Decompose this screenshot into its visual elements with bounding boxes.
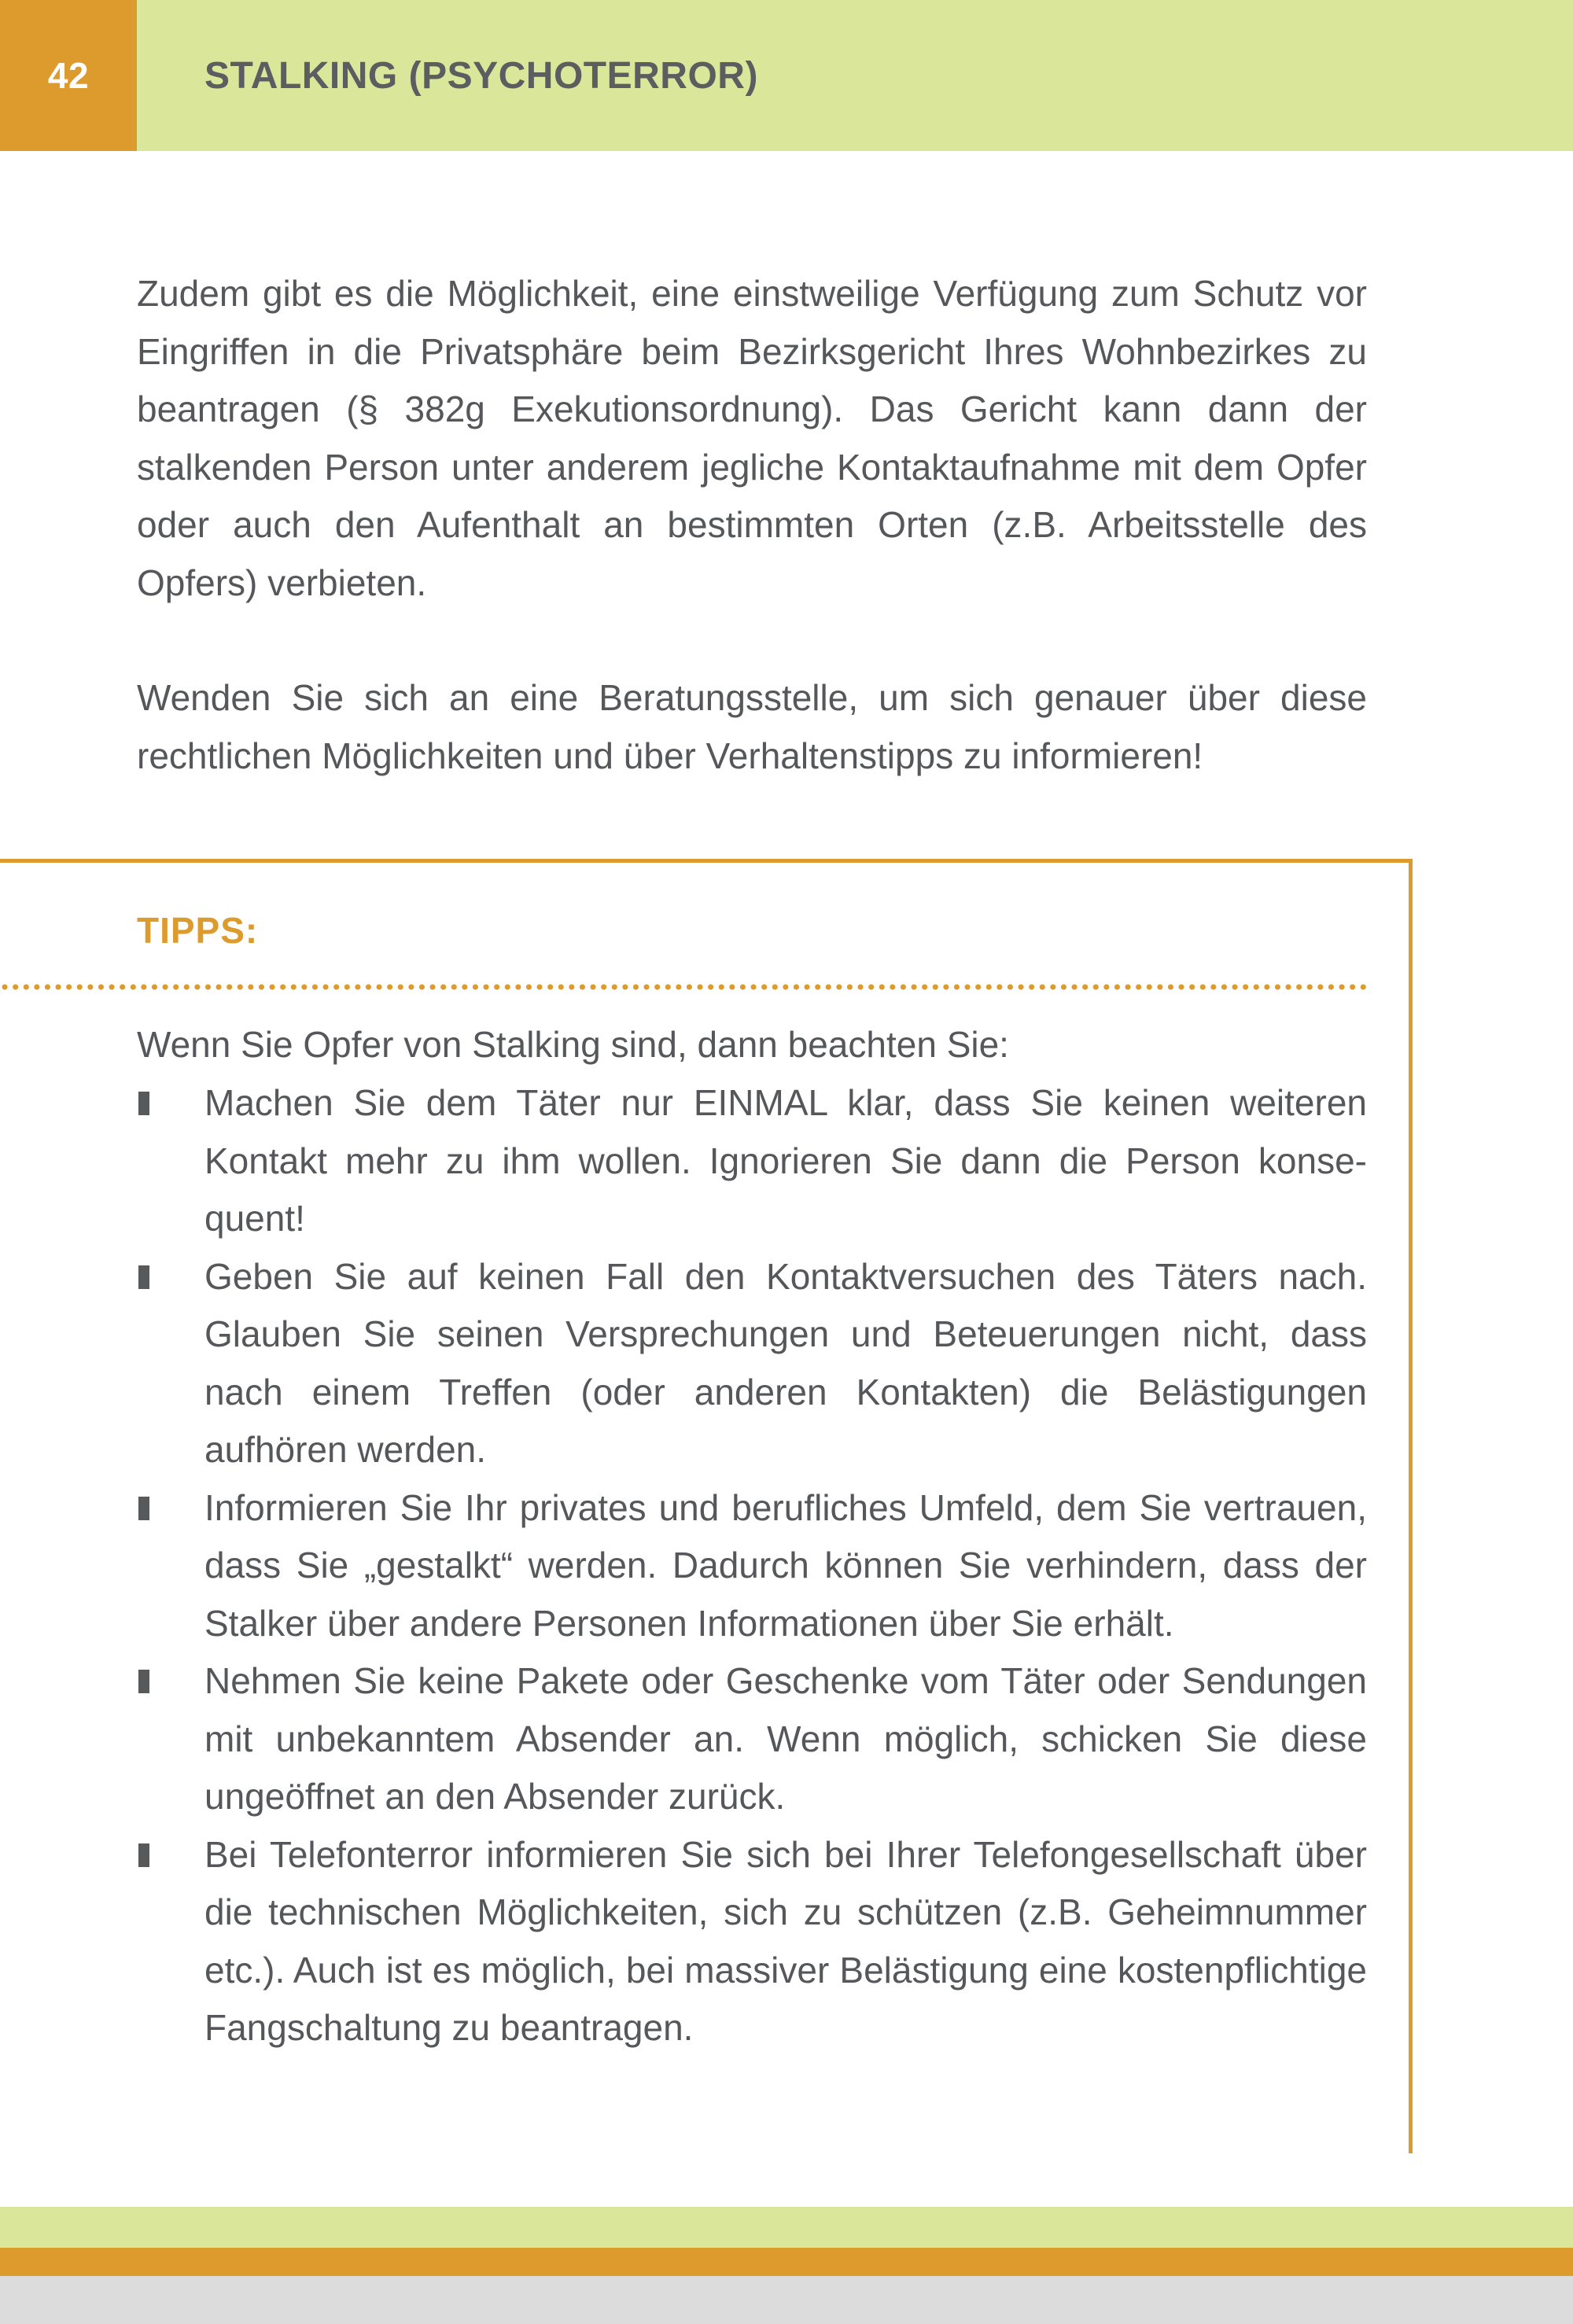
intro-paragraph-1: Zudem gibt es die Möglichkeit, eine einstweilige Verfügung zum Schutz vor Eingriffen in die Privatsphäre beim Bezirksgericht Ihres Wohnbezirkes zu beantragen (§ 382g Exekutionsordnung). Das Gericht kann dann der stalkenden Person unter anderem jegliche Kontaktaufnahme mit dem Opfer oder auch den Aufenthalt an bestimmten Orten (z.B. Arbeitsstelle des Opfers) verbieten. [137, 273, 1367, 603]
footer-band-orange [0, 2248, 1573, 2276]
tips-heading: TIPPS: [137, 910, 259, 951]
tips-intro: Wenn Sie Opfer von Stalking sind, dann beachten Sie: [137, 1024, 1009, 1065]
footer-band-green [0, 2207, 1573, 2248]
list-item-text: Machen Sie dem Täter nur EINMAL klar, dass Sie keinen weiteren Kontakt mehr zu ihm wollen. Ignorieren Sie dann die Person konsequent! [204, 1082, 1367, 1239]
list-item [137, 1826, 1367, 2057]
list-item [137, 1248, 1367, 1479]
square-bullet-icon [138, 1092, 149, 1115]
square-bullet-icon [138, 1497, 149, 1520]
page-number-box [0, 0, 137, 151]
dotted-divider [0, 983, 1369, 991]
list-item-text: Bei Telefonterror informieren Sie sich bei Ihrer Telefongesellschaft über die technischen Möglichkeiten, sich zu schützen (z.B. Geheimnummer etc.). Auch ist es möglich, bei massiver Belästigung eine kostenpflichtige Fangschaltung zu beantragen. [204, 1833, 1367, 2048]
list-item [137, 1074, 1367, 1248]
list-item [137, 1479, 1367, 1653]
page-header [0, 0, 1573, 151]
list-item-text: Informieren Sie Ihr privates und berufliches Umfeld, dem Sie vertrauen, dass Sie „gestalkt“ werden. Dadurch können Sie verhindern, dass der Stalker über andere Personen Informationen über Sie erhält. [204, 1486, 1367, 1644]
square-bullet-icon [138, 1843, 149, 1867]
page-number: 42 [47, 55, 90, 96]
square-bullet-icon [138, 1670, 149, 1693]
list-item-text: Nehmen Sie keine Pakete oder Geschenke vom Täter oder Sendungen mit unbekanntem Absender an. Wenn möglich, schicken Sie diese ungeöffnet an den Absender zurück. [204, 1660, 1367, 1817]
list-item [137, 1652, 1367, 1826]
list-item-text: Geben Sie auf keinen Fall den Kontaktversuchen des Täters nach. Glauben Sie seinen Versprechungen und Beteuerungen nicht, dass nach einem Treffen (oder anderen Kontakten) die Belästigungen aufhören werden. [204, 1255, 1367, 1470]
footer-band-grey [0, 2276, 1573, 2324]
square-bullet-icon [138, 1265, 149, 1289]
chapter-title: STALKING (PSYCHOTERROR) [204, 54, 758, 97]
intro-paragraph-2: Wenden Sie sich an eine Beratungsstelle, um sich genauer über diese rechtlichen Möglichkeiten und über Verhaltenstipps zu informieren! [137, 677, 1367, 776]
tips-list [137, 1074, 1367, 2057]
